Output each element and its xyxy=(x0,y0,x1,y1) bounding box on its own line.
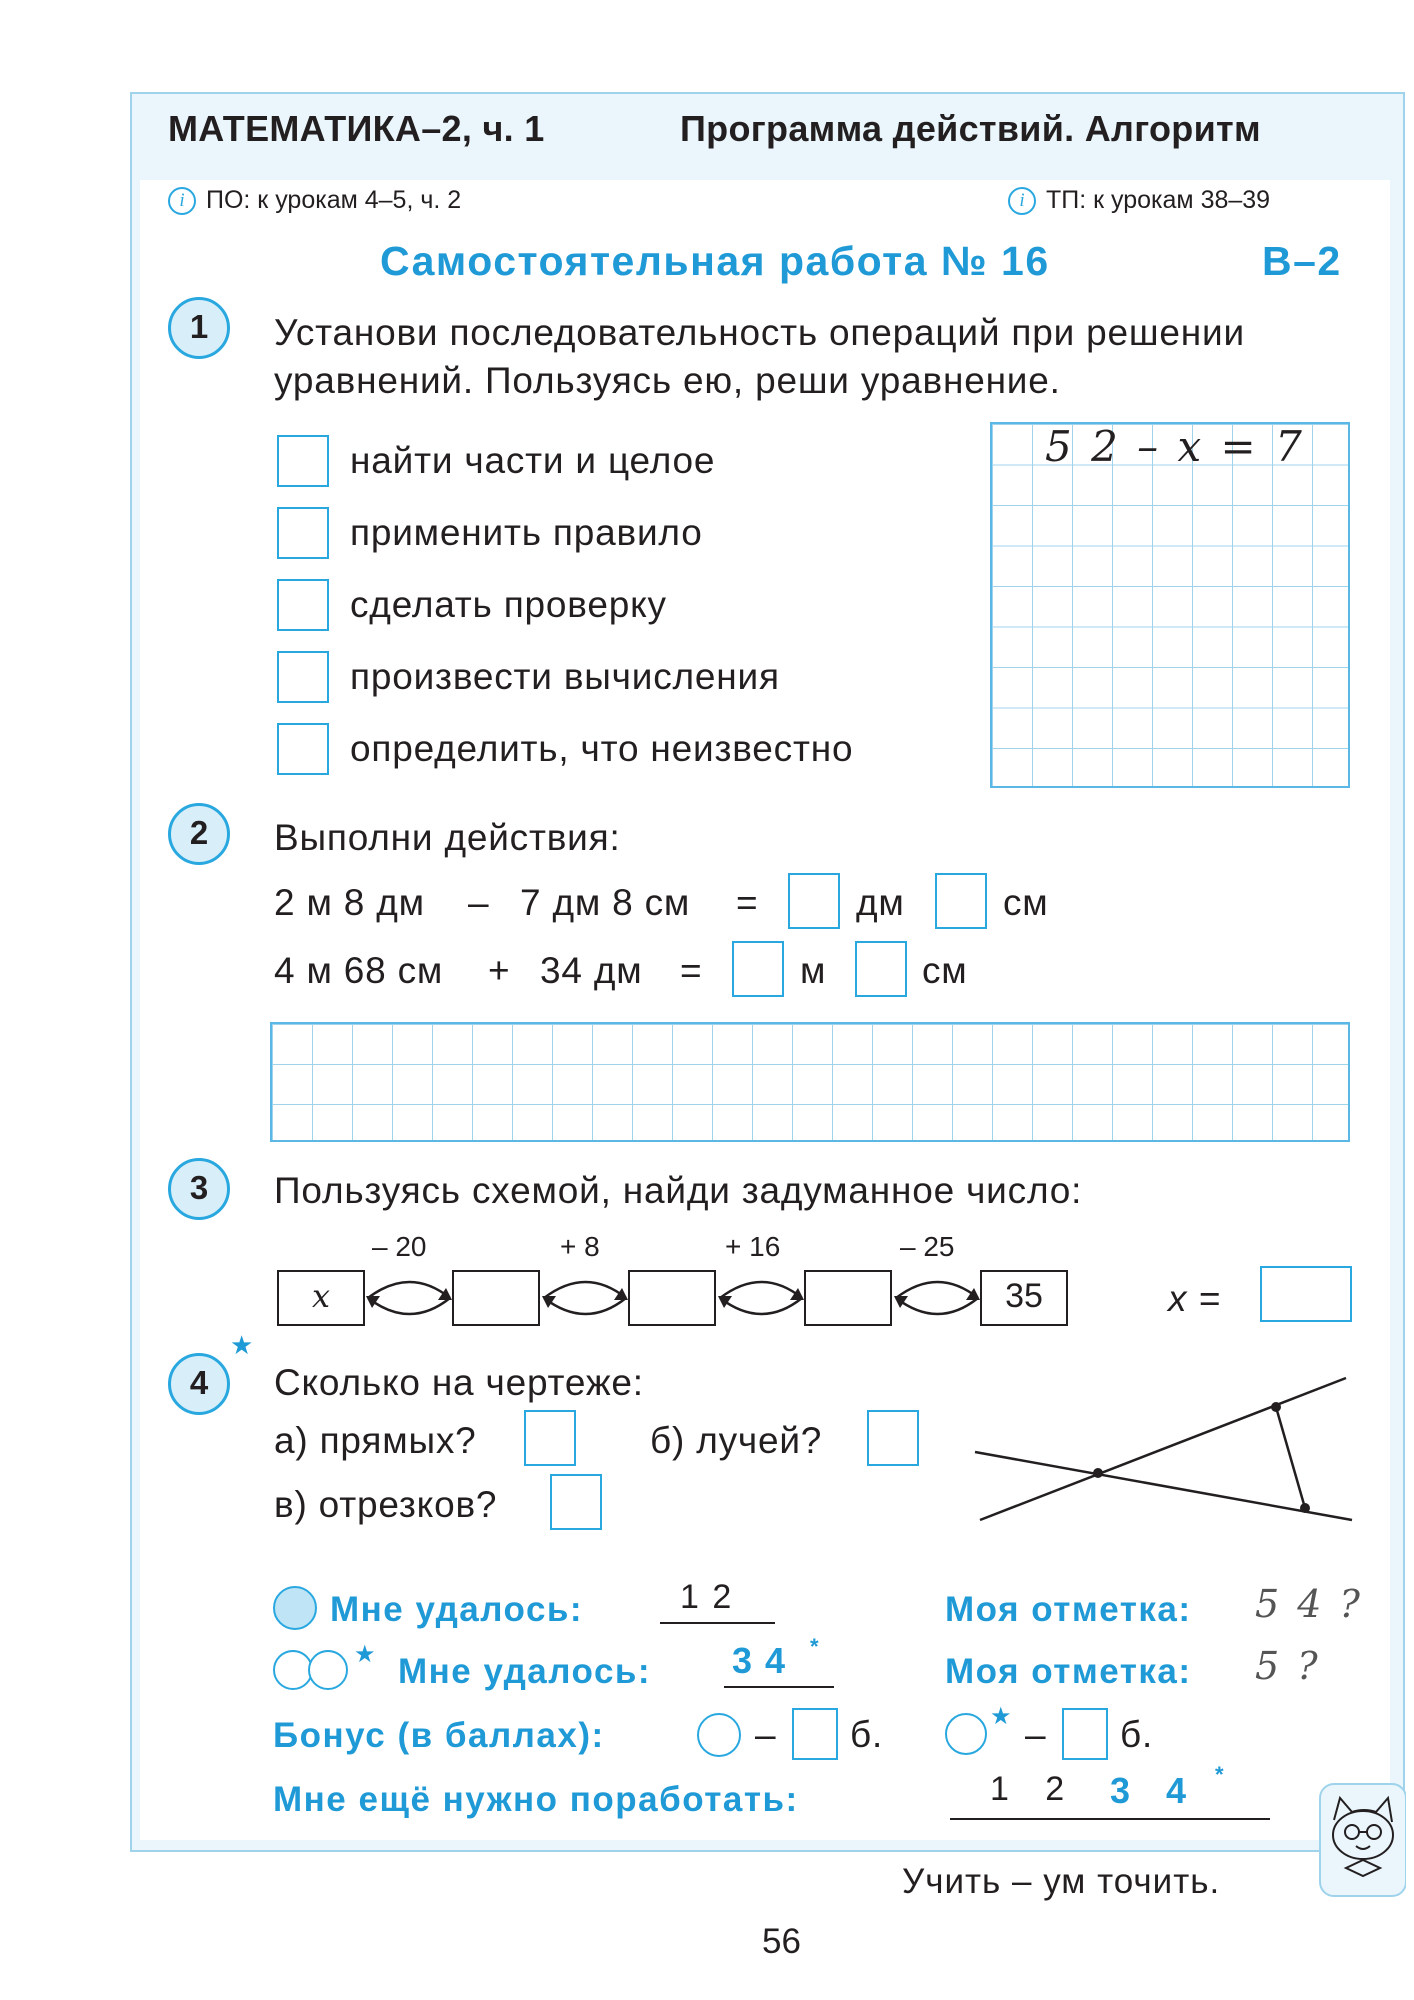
answer-box[interactable] xyxy=(935,873,987,929)
points-unit: б. xyxy=(850,1714,884,1755)
bonus-label: Бонус (в баллах): xyxy=(273,1716,605,1755)
arrow-bottom xyxy=(368,1298,450,1314)
star-mark: * xyxy=(1215,1762,1224,1787)
task2-instruction: Выполни действия: xyxy=(274,817,621,858)
need-work-label: Мне ещё нужно поработать: xyxy=(273,1780,799,1819)
end-box: 35 xyxy=(980,1270,1068,1326)
circle-icon xyxy=(308,1650,348,1690)
answer-line xyxy=(950,1818,1270,1820)
arrow-bottom xyxy=(544,1298,626,1314)
points-unit: б. xyxy=(1120,1714,1154,1755)
unit-label: см xyxy=(1003,882,1049,923)
order-box[interactable] xyxy=(277,723,329,775)
answer-line xyxy=(660,1622,775,1624)
unit-label: см xyxy=(922,950,968,991)
my-mark-label: Моя отметка: xyxy=(945,1652,1192,1691)
segment xyxy=(1276,1407,1305,1508)
operation-label: + 8 xyxy=(560,1231,600,1262)
point xyxy=(1300,1503,1310,1513)
option-label: определить, что неизвестно xyxy=(350,728,854,769)
my-mark-label: Моя отметка: xyxy=(945,1590,1192,1629)
arrow-bottom xyxy=(720,1298,802,1314)
answer-box[interactable] xyxy=(732,941,784,997)
order-box[interactable] xyxy=(277,579,329,631)
topic-title: Программа действий. Алгоритм xyxy=(680,108,1261,149)
expr-equals: = xyxy=(680,950,703,991)
option-label: сделать проверку xyxy=(350,584,667,625)
motto: Учить – ум точить. xyxy=(902,1862,1221,1901)
unit-label: м xyxy=(800,950,827,991)
task4-a: а) прямых? xyxy=(274,1420,477,1461)
task-number: 4 xyxy=(168,1353,230,1415)
success-label: Мне удалось: xyxy=(398,1652,652,1691)
order-box[interactable] xyxy=(277,507,329,559)
success-label: Мне удалось: xyxy=(330,1590,584,1629)
task1-text-line2: уравнений. Пользуясь ею, реши уравнение. xyxy=(274,360,1061,401)
success-values: 1 2 xyxy=(680,1578,734,1616)
expr-equals: = xyxy=(736,882,759,923)
option-label: произвести вычисления xyxy=(350,656,780,697)
expr-right: 7 дм 8 см xyxy=(520,882,691,923)
answer-box[interactable] xyxy=(855,941,907,997)
task-number: 3 xyxy=(168,1158,230,1220)
dash: – xyxy=(1025,1714,1047,1755)
answer-grid[interactable] xyxy=(990,422,1350,788)
my-mark-values: 5 ? xyxy=(1255,1644,1321,1688)
work-title: Самостоятельная работа № 16 xyxy=(380,238,1050,284)
bonus-box[interactable] xyxy=(1062,1708,1108,1760)
calc-grid[interactable] xyxy=(270,1022,1350,1142)
task4-c: в) отрезков? xyxy=(274,1484,498,1525)
arrow-top xyxy=(544,1282,626,1298)
success-values: 3 4 xyxy=(732,1640,787,1681)
star-mark: * xyxy=(810,1634,819,1659)
point xyxy=(1271,1402,1281,1412)
dash: – xyxy=(755,1714,777,1755)
star-icon: ★ xyxy=(230,1330,254,1360)
arrow-top xyxy=(720,1282,802,1298)
po-reference: i ПО: к урокам 4–5, ч. 2 xyxy=(168,186,461,215)
arrow-top xyxy=(368,1282,450,1298)
circle-icon xyxy=(697,1713,741,1757)
geometry-drawing xyxy=(970,1370,1360,1530)
circle-icon xyxy=(273,1650,313,1690)
operation-label: – 20 xyxy=(372,1231,427,1262)
unit-label: дм xyxy=(856,882,905,923)
star-icon: ★ xyxy=(354,1641,376,1668)
need-work-values: 3 4 xyxy=(1110,1770,1188,1811)
expr-left: 4 м 68 см xyxy=(274,950,444,991)
arrow-top xyxy=(896,1282,978,1298)
answer-box[interactable] xyxy=(788,873,840,929)
answer-line xyxy=(724,1686,834,1688)
task4-question: Сколько на чертеже: xyxy=(274,1362,644,1403)
need-work-values: 1 2 xyxy=(990,1770,1067,1808)
page-number: 56 xyxy=(762,1922,801,1961)
order-box[interactable] xyxy=(277,435,329,487)
task-number: 1 xyxy=(168,297,230,359)
expr-right: 34 дм xyxy=(540,950,643,991)
answer-box[interactable] xyxy=(867,1410,919,1466)
task-number: 2 xyxy=(168,803,230,865)
expr-op: + xyxy=(488,950,511,991)
option-label: найти части и целое xyxy=(350,440,716,481)
handwritten-equation: 5 2 – x = 7 xyxy=(1045,422,1305,471)
book-title: МАТЕМАТИКА–2, ч. 1 xyxy=(168,108,545,149)
order-box[interactable] xyxy=(277,651,329,703)
answer-label: x = xyxy=(1168,1278,1221,1319)
operation-label: – 25 xyxy=(900,1231,955,1262)
answer-box[interactable] xyxy=(1260,1266,1352,1322)
start-box: x xyxy=(277,1270,365,1326)
arrow-bottom xyxy=(896,1298,978,1314)
line-upper xyxy=(980,1378,1346,1520)
my-mark-values: 5 4 ? xyxy=(1255,1582,1363,1626)
info-icon: i xyxy=(168,187,196,215)
cat-mascot-icon xyxy=(1316,1780,1406,1900)
expr-left: 2 м 8 дм xyxy=(274,882,425,923)
expr-op: – xyxy=(468,882,490,923)
task3-instruction: Пользуясь схемой, найди задуманное число: xyxy=(274,1170,1083,1211)
scheme-arrows xyxy=(360,1262,1080,1334)
answer-box[interactable] xyxy=(524,1410,576,1466)
circle-icon xyxy=(273,1586,317,1630)
task1-text-line1: Установи последовательность операций при решении xyxy=(274,312,1245,353)
option-label: применить правило xyxy=(350,512,703,553)
tp-reference: i ТП: к урокам 38–39 xyxy=(1008,186,1270,215)
task4-b: б) лучей? xyxy=(650,1420,823,1461)
star-icon: ★ xyxy=(990,1703,1012,1730)
bonus-box[interactable] xyxy=(792,1708,838,1760)
circle-icon xyxy=(945,1713,987,1755)
point xyxy=(1093,1468,1103,1478)
answer-box[interactable] xyxy=(550,1474,602,1530)
variant-label: В–2 xyxy=(1262,238,1342,284)
info-icon: i xyxy=(1008,187,1036,215)
line-lower xyxy=(975,1452,1352,1520)
operation-label: + 16 xyxy=(725,1231,781,1262)
